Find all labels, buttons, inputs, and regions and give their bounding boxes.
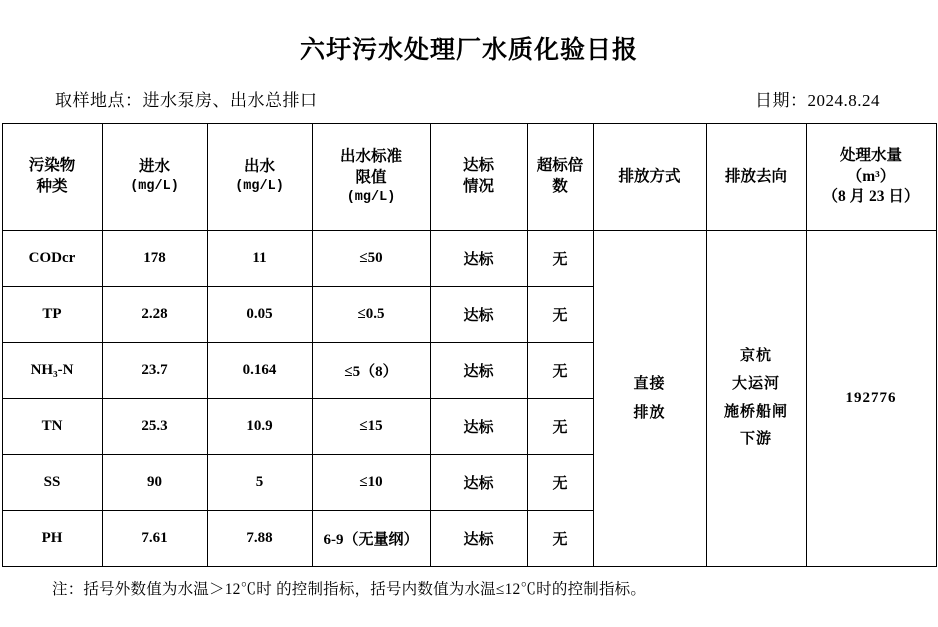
table-note: 注：括号外数值为水温＞12℃时 的控制指标，括号内数值为水温≤12℃时的控制指标。 [52, 581, 647, 598]
cell-compliance: 达标 [430, 287, 527, 343]
cell-effluent: 10.9 [207, 399, 312, 455]
cell-influent: 25.3 [102, 399, 207, 455]
discharge-dest-line1: 京杭 [739, 348, 772, 364]
discharge-mode-line1: 直接 [633, 376, 666, 392]
cell-compliance: 达标 [430, 399, 527, 455]
header-compliance [430, 124, 527, 231]
header-volume [806, 124, 936, 231]
report-date: 日期：2024.8.24 [755, 91, 880, 110]
cell-compliance: 达标 [430, 231, 527, 287]
cell-effluent: 5 [207, 455, 312, 511]
report-page [0, 30, 938, 627]
header-volume-line1: 处理水量 [839, 146, 902, 164]
cell-discharge-mode [593, 231, 706, 567]
cell-standard: ≤5（8） [312, 343, 430, 399]
cell-effluent: 0.05 [207, 287, 312, 343]
cell-pollutant: CODcr [2, 231, 102, 287]
cell-exceed: 无 [527, 455, 593, 511]
cell-influent: 7.61 [102, 511, 207, 567]
header-volume-unit: （m³） [846, 167, 896, 185]
header-discharge-dest: 排放去向 [706, 124, 806, 231]
water-quality-table [2, 123, 937, 567]
cell-compliance: 达标 [430, 455, 527, 511]
cell-influent: 90 [102, 455, 207, 511]
cell-influent: 23.7 [102, 343, 207, 399]
header-influent-line1: 进水 [138, 158, 170, 176]
discharge-dest-line2: 大运河 [731, 375, 780, 392]
header-standard-unit: (mg/L) [346, 189, 396, 205]
table-row [2, 231, 936, 287]
cell-effluent: 7.88 [207, 511, 312, 567]
discharge-mode-line2: 排放 [633, 404, 666, 421]
cell-exceed: 无 [527, 287, 593, 343]
discharge-dest-line4: 下游 [739, 431, 772, 448]
header-influent-unit: (mg/L) [130, 179, 179, 195]
meta-row [55, 86, 910, 111]
sampling-location: 取样地点：进水泵房、出水总排口 [55, 91, 318, 110]
cell-pollutant: SS [2, 455, 102, 511]
table-header-row [2, 124, 936, 231]
cell-exceed: 无 [527, 511, 593, 567]
header-effluent [207, 124, 312, 231]
cell-standard: ≤50 [312, 231, 430, 287]
cell-influent: 2.28 [102, 287, 207, 343]
cell-pollutant: TN [2, 399, 102, 455]
cell-compliance: 达标 [430, 511, 527, 567]
cell-standard: ≤0.5 [312, 287, 430, 343]
header-compliance-line2: 情况 [462, 178, 494, 195]
cell-exceed: 无 [527, 343, 593, 399]
header-influent [102, 124, 207, 231]
cell-compliance: 达标 [430, 343, 527, 399]
header-discharge-mode: 排放方式 [593, 124, 706, 231]
cell-effluent: 11 [207, 231, 312, 287]
cell-effluent: 0.164 [207, 343, 312, 399]
page-title: 六圩污水处理厂水质化验日报 [299, 37, 638, 64]
header-standard-line2: 限值 [355, 168, 387, 186]
cell-pollutant: TP [2, 287, 102, 343]
discharge-dest-line3: 施桥船闸 [723, 403, 788, 420]
header-standard-line1: 出水标准 [339, 147, 402, 165]
cell-volume: 192776 [806, 231, 936, 567]
cell-pollutant: PH [2, 511, 102, 567]
header-volume-date: （8 月 23 日） [822, 188, 920, 206]
cell-standard: ≤10 [312, 455, 430, 511]
cell-standard: ≤15 [312, 399, 430, 455]
cell-influent: 178 [102, 231, 207, 287]
cell-standard: 6-9（无量纲） [312, 511, 430, 567]
header-exceed-line1: 超标倍 [536, 157, 584, 175]
header-effluent-line1: 出水 [243, 158, 275, 176]
cell-discharge-dest [706, 231, 806, 567]
header-effluent-unit: (mg/L) [235, 179, 284, 195]
cell-exceed: 无 [527, 399, 593, 455]
header-pollutant-line2: 种类 [36, 178, 68, 195]
cell-pollutant: NH₃-N [2, 343, 102, 399]
header-standard [312, 124, 430, 231]
header-compliance-line1: 达标 [462, 157, 494, 175]
cell-exceed: 无 [527, 231, 593, 287]
header-exceed [527, 124, 593, 231]
header-exceed-line2: 数 [552, 178, 568, 195]
header-pollutant [2, 124, 102, 231]
header-pollutant-line1: 污染物 [28, 157, 76, 175]
